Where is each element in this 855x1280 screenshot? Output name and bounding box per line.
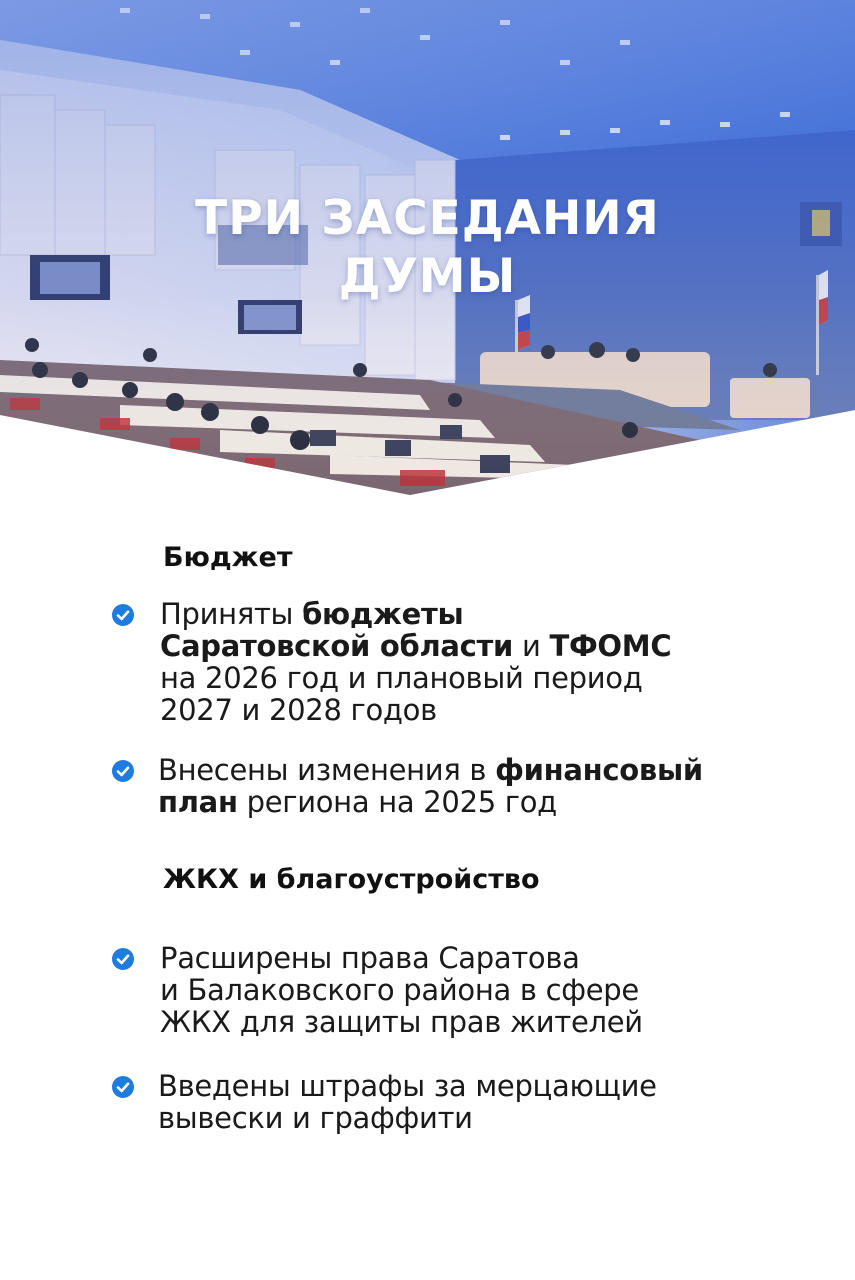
section-heading-budget: Бюджет xyxy=(163,542,293,573)
hero-title xyxy=(0,190,855,306)
section-heading-housing: ЖКХ и благоустройство xyxy=(163,864,540,895)
list-item-text: Приняты бюджеты Саратовской области и ТФОМС на 2026 год и плановый период 2027 и 2028 годов xyxy=(160,597,672,727)
check-circle-icon xyxy=(112,604,134,626)
check-circle-icon xyxy=(112,1076,134,1098)
list-item-budgets-adopted xyxy=(112,598,812,726)
list-item-text: Внесены изменения в финансовый план региона на 2025 год xyxy=(158,753,703,819)
check-circle-icon xyxy=(112,760,134,782)
hero-title-line-2: ДУМЫ xyxy=(338,249,517,304)
check-circle-icon xyxy=(112,948,134,970)
list-item-fines xyxy=(112,1070,812,1134)
hero-photo xyxy=(0,0,855,495)
list-item-text: Расширены права Саратова и Балаковского района в сфере ЖКХ для защиты прав жителей xyxy=(160,941,643,1039)
list-item-financial-plan xyxy=(112,754,812,818)
list-item-text: Введены штрафы за мерцающие вывески и граффити xyxy=(158,1069,657,1135)
list-item-rights-expanded xyxy=(112,942,812,1038)
hero-title-line-1: ТРИ ЗАСЕДАНИЯ xyxy=(195,191,660,246)
